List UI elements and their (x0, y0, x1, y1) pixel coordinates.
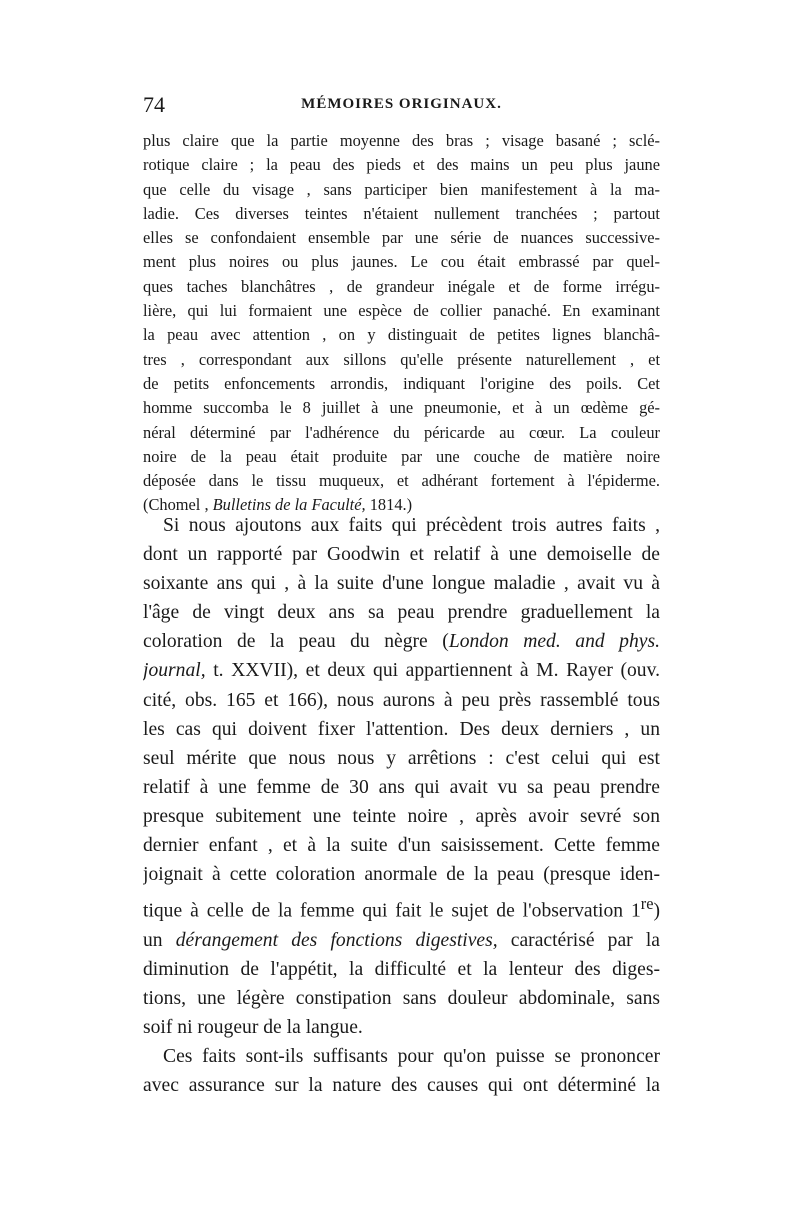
text-line: dont un rapporté par Goodwin et relatif à une demoiselle de (143, 544, 660, 566)
text-line: déposée dans le tissu muqueux, et adhérant fortement à l'épiderme. (143, 471, 660, 491)
text-line: la peau avec attention , on y distinguait de petites lignes blanchâ- (143, 325, 660, 345)
text-segment: coloration de la peau du nègre ( (143, 631, 449, 653)
text-line: l'âge de vingt deux ans sa peau prendre graduellement la (143, 602, 660, 624)
text-line (143, 627, 660, 656)
text-segment: un (143, 929, 163, 951)
text-line (143, 926, 660, 955)
text-line: de petits enfoncements arrondis, indiquant l'origine des poils. Cet (143, 373, 660, 393)
text-line: ques taches blanchâtres , de grandeur inégale et de forme irrégu- (143, 276, 660, 296)
citation-prefix: (Chomel , (143, 495, 209, 515)
citation-source: Bulletins de la Faculté, (212, 495, 366, 515)
journal-title-end: journal, (143, 660, 206, 682)
text-line: elles se confondaient ensemble par une série de nuances successive- (143, 228, 660, 248)
text-line: les cas qui doivent fixer l'attention. Des deux derniers , un (143, 718, 660, 740)
text-segment: ) (653, 900, 660, 922)
text-line: joignait à cette coloration anormale de la peau (presque iden- (143, 864, 660, 886)
text-line (143, 656, 660, 685)
paragraph-additional-cases (143, 511, 660, 1042)
page-number: 74 (143, 92, 165, 117)
text-line: ladie. Ces diverses teintes n'étaient nullement tranchées ; partout (143, 203, 660, 223)
journal-title: London med. and phys. (448, 631, 660, 653)
text-line: cité, obs. 165 et 166), nous aurons à peu près rassemblé tous (143, 689, 660, 711)
text-line: ment plus noires ou plus jaunes. Le cou était embrassé par quel- (143, 252, 660, 272)
emphasis: dérangement des fonctions digestives, (175, 929, 498, 951)
text-line: soixante ans qui , à la suite d'une longue maladie , avait vu à (143, 573, 660, 595)
text-line: que celle du visage , sans participer bien manifestement à la ma- (143, 179, 660, 199)
page-header (143, 92, 660, 122)
text-line: homme succomba le 8 juillet à une pneumonie, et à un œdème gé- (143, 398, 660, 418)
text-line: Ces faits sont-ils suffisants pour qu'on puisse se prononcer (163, 1046, 660, 1068)
text-line: dernier enfant , et à la suite d'un saisissement. Cette femme (143, 835, 660, 857)
text-line: diminution de l'appétit, la difficulté et la lenteur des diges- (143, 958, 660, 980)
paragraph-question (143, 1042, 660, 1100)
text-line: soif ni rougeur de la langue. (143, 1017, 363, 1039)
text-line: avec assurance sur la nature des causes qui ont déterminé la (143, 1075, 660, 1097)
superscript: re (640, 894, 654, 914)
text-line: lière, qui lui formaient une espèce de collier panaché. En examinant (143, 301, 660, 321)
text-line: presque subitement une teinte noire , après avoir sevré son (143, 805, 660, 827)
running-title: MÉMOIRES ORIGINAUX. (301, 96, 502, 112)
text-segment: tique à celle de la femme qui fait le sujet de l'observation 1 (143, 900, 641, 922)
text-segment: t. XXVII), et deux qui appartiennent à M. Rayer (ouv. (213, 660, 660, 682)
text-line (143, 889, 660, 926)
text-line: Si nous ajoutons aux faits qui précèdent trois autres faits , (163, 515, 660, 536)
text-line: seul mérite que nous nous y arrêtions : c'est celui qui est (143, 747, 660, 769)
text-line: rotique claire ; la peau des pieds et des mains un peu plus jaune (143, 155, 660, 175)
text-line: relatif à une femme de 30 ans qui avait vu sa peau prendre (143, 776, 660, 798)
main-text (143, 511, 660, 1100)
text-line: tres , correspondant aux sillons qu'elle présente naturellement , et (143, 349, 660, 369)
citation-year: 1814.) (369, 495, 413, 515)
text-line: noire de la peau était produite par une couche de matière noire (143, 446, 660, 466)
text-line: plus claire que la partie moyenne des bras ; visage basané ; sclé- (143, 131, 660, 150)
case-description-paragraph (143, 129, 660, 518)
text-line: tions, une légère constipation sans douleur abdominale, sans (143, 988, 660, 1010)
text-line: néral déterminé par l'adhérence du péricarde au cœur. La couleur (143, 422, 660, 442)
text-segment: caractérisé par la (510, 929, 660, 951)
